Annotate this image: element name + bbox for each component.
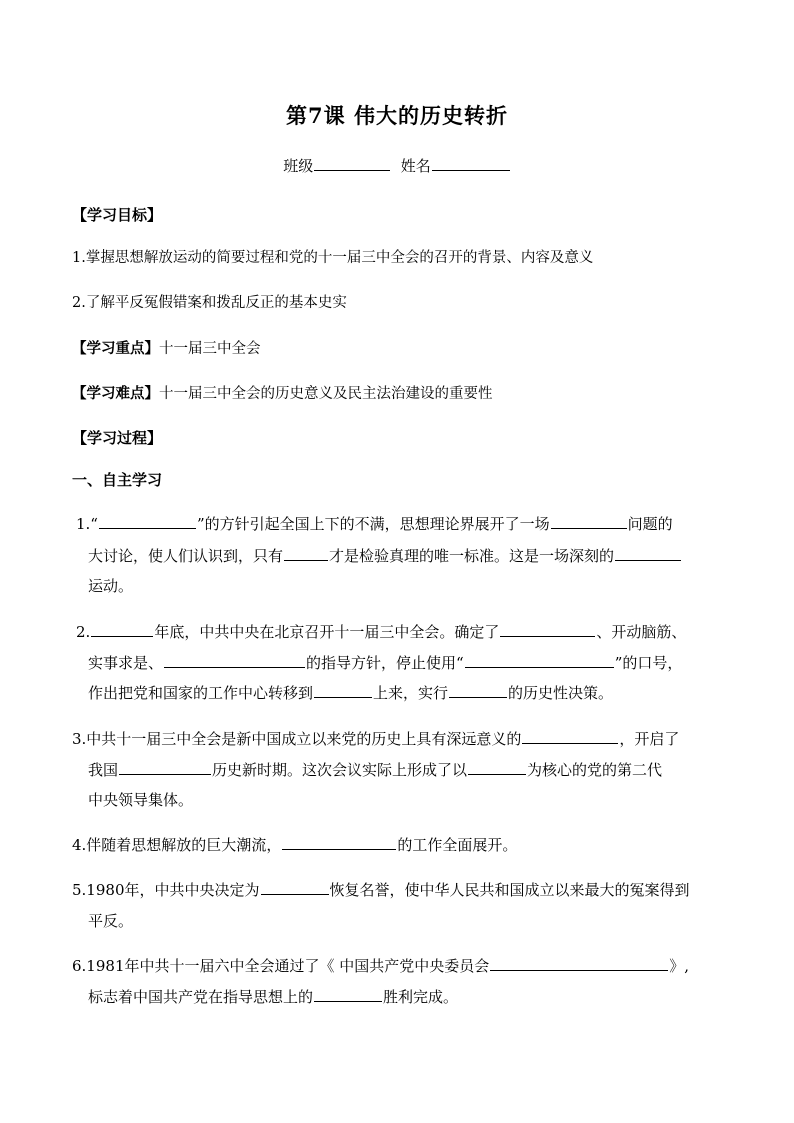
q5-line-1	[72, 880, 690, 900]
q3-line-1	[72, 729, 679, 749]
objective-item: 1.掌握思想解放运动的简要过程和党的十一届三中全会的召开的背景、内容及意义	[72, 250, 594, 266]
q2-text: ”的口号，	[614, 654, 683, 672]
key-point-line	[72, 337, 261, 358]
q2-line-3	[88, 683, 613, 703]
q2-text: 的指导方针，停止使用“	[306, 654, 464, 672]
q2-text: 上来，实行	[373, 684, 449, 702]
q1-text: 1.“	[76, 515, 98, 533]
q6-text: 标志着中国共产党在指导思想上的	[88, 988, 314, 1006]
q5-blank-1[interactable]	[261, 880, 329, 895]
q3-text: 我国	[88, 761, 119, 779]
q6-text: 6.1981年中共十一届六中全会通过了《 中国共产党中央委员会	[72, 957, 490, 975]
q1-text: 问题的	[627, 515, 673, 533]
q3-text: 为核心的党的第二代	[527, 761, 663, 779]
class-label: 班级	[283, 157, 314, 175]
q1-line-3: 运动。	[88, 577, 134, 595]
objective-item: 2.了解平反冤假错案和拨乱反正的基本史实	[72, 295, 347, 311]
q1-blank-3[interactable]	[284, 546, 328, 561]
q2-text: 作出把党和国家的工作中心转移到	[88, 684, 314, 702]
q6-text: 》,	[669, 957, 690, 975]
class-field[interactable]	[314, 156, 390, 171]
q1-line-1	[76, 514, 673, 534]
q1-text: 大讨论，使人们认识到，只有	[88, 547, 284, 565]
q2-text: 年底，中共中央在北京召开十一届三中全会。确定了	[154, 623, 500, 641]
difficulty-text: 十一届三中全会的历史意义及民主法治建设的重要性	[159, 386, 493, 402]
difficulty-line	[72, 382, 493, 403]
q4-blank-1[interactable]	[282, 835, 396, 850]
name-field[interactable]	[432, 156, 510, 171]
q5-line-2: 平反。	[88, 912, 134, 930]
q2-text: 、开动脑筋、	[596, 623, 687, 641]
q1-text: 才是检验真理的唯一标准。这是一场深刻的	[329, 547, 615, 565]
name-label: 姓名	[400, 157, 431, 175]
key-point-heading: 【学习重点】	[72, 340, 159, 357]
q4-text: 的工作全面展开。	[397, 836, 518, 854]
q2-text: 2.	[76, 623, 91, 641]
q6-text: 胜利完成。	[383, 988, 459, 1006]
q1-blank-4[interactable]	[615, 546, 681, 561]
q1-blank-1[interactable]	[99, 514, 196, 529]
class-name-line	[0, 155, 794, 176]
q2-text: 的历史性决策。	[508, 684, 614, 702]
q2-blank-1[interactable]	[91, 622, 153, 637]
q3-blank-1[interactable]	[522, 729, 618, 744]
q2-line-2	[88, 653, 682, 673]
process-heading: 【学习过程】	[72, 429, 163, 447]
q3-line-2	[88, 760, 662, 780]
q3-text: 3.中共十一届三中全会是新中国成立以来党的历史上具有深远意义的	[72, 730, 522, 748]
q5-text: 恢复名誉，使中华人民共和国成立以来最大的冤案得到	[329, 881, 690, 899]
q5-text: 5.1980年，中共中央决定为	[72, 881, 260, 899]
q2-blank-6[interactable]	[449, 683, 507, 698]
q6-blank-1[interactable]	[490, 956, 668, 971]
q2-blank-2[interactable]	[500, 622, 595, 637]
self-study-heading: 一、自主学习	[72, 471, 163, 489]
q3-blank-2[interactable]	[119, 760, 211, 775]
q4-line-1	[72, 835, 517, 855]
q6-blank-2[interactable]	[314, 987, 382, 1002]
q2-line-1	[76, 622, 686, 642]
q6-line-2	[88, 987, 458, 1007]
q1-text: ”的方针引起全国上下的不满，思想理论界展开了一场	[196, 515, 550, 533]
q1-line-2	[88, 546, 682, 566]
q2-blank-5[interactable]	[314, 683, 372, 698]
q3-text: ，开启了	[619, 730, 680, 748]
objectives-heading: 【学习目标】	[72, 206, 163, 224]
q4-text: 4.伴随着思想解放的巨大潮流，	[72, 836, 282, 854]
q1-blank-2[interactable]	[551, 514, 627, 529]
q3-text: 历史新时期。这次会议实际上形成了以	[212, 761, 468, 779]
page-title: 第7课 伟大的历史转折	[286, 103, 508, 128]
q2-blank-3[interactable]	[164, 653, 305, 668]
q2-text: 实事求是、	[88, 654, 164, 672]
q2-blank-4[interactable]	[465, 653, 614, 668]
q3-line-3: 中央领导集体。	[88, 791, 194, 809]
q3-blank-3[interactable]	[468, 760, 526, 775]
difficulty-heading: 【学习难点】	[72, 385, 159, 402]
key-point-text: 十一届三中全会	[159, 341, 261, 357]
q6-line-1	[72, 956, 689, 976]
